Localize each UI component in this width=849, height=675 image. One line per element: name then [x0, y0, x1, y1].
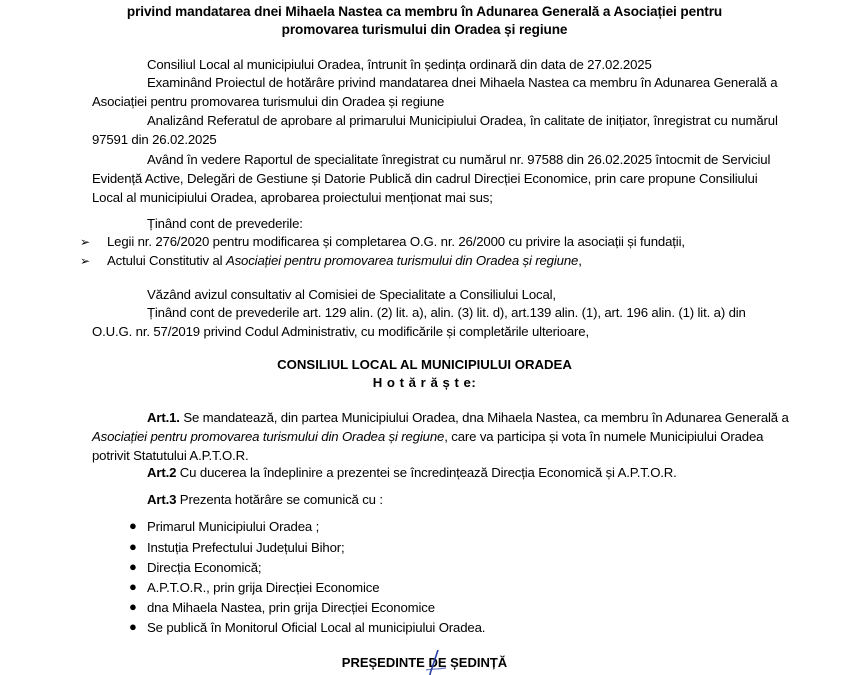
- title-line-2: promovarea turismului din Oradea și regiune: [281, 22, 568, 37]
- preamble-examining-2: Asociației pentru promovarea turismului din Oradea și regiune: [92, 94, 445, 109]
- article-3: Art.3 Prezenta hotărâre se comunică cu :: [147, 492, 383, 507]
- signature-heading: PREȘEDINTE DE ȘEDINȚĂ: [341, 655, 508, 670]
- recipient-item: A.P.T.O.R., prin grija Direcției Economice: [147, 580, 380, 595]
- bullet-dot-icon: ●: [129, 579, 137, 594]
- legal-provisions-1: Ținând cont de prevederile art. 129 alin. (2) lit. a), alin. (3) lit. d), art.139 alin. (1), art. 196 alin. (1) lit. a) din: [147, 305, 746, 320]
- article-1-line-1: Art.1. Se mandatează, din partea Municipiului Oradea, dna Mihaela Nastea, ca membru în Adunarea Generală a: [147, 410, 789, 425]
- article-2: Art.2 Cu ducerea la îndeplinire a prezentei se încredințează Direcția Economică și A.P.T.O.R.: [147, 465, 677, 480]
- arrow-bullet-icon: ➢: [80, 254, 91, 268]
- bullet-dot-icon: ●: [129, 599, 137, 614]
- title-line-1: privind mandatarea dnei Mihaela Nastea ca membru în Adunarea Generală a Asociației pentru: [126, 4, 723, 19]
- signature-stroke-icon: [418, 648, 458, 675]
- recipient-item: Se publică în Monitorul Oficial Local al municipiului Oradea.: [147, 620, 486, 635]
- provisions-intro: Ținând cont de prevederile:: [147, 216, 303, 231]
- preamble-report-3: Local al municipiului Oradea, aprobarea proiectului menționat mai sus;: [92, 190, 493, 205]
- decides-heading: H o t ă r ă ș t e:: [372, 375, 477, 390]
- recipient-item: Instuția Prefectului Județului Bihor;: [147, 540, 345, 555]
- article-1-line-2: Asociației pentru promovarea turismului din Oradea și regiune, care va participa și vota în numele Municipiului Oradea: [92, 429, 764, 444]
- recipient-item: dna Mihaela Nastea, prin grija Direcției Economice: [147, 600, 435, 615]
- bullet-dot-icon: ●: [129, 619, 137, 634]
- preamble-analyzing-1: Analizând Referatul de aprobare al primarului Municipiului Oradea, în calitate de inițiator, înregistrat cu numărul: [147, 113, 778, 128]
- provision-item-1: Legii nr. 276/2020 pentru modificarea și completarea O.G. nr. 26/2000 cu privire la asociații și fundații,: [107, 234, 685, 249]
- bullet-dot-icon: ●: [129, 559, 137, 574]
- bullet-dot-icon: ●: [129, 518, 137, 533]
- bullet-dot-icon: ●: [129, 539, 137, 554]
- legal-provisions-2: O.U.G. nr. 57/2019 privind Codul Administrativ, cu modificările și completările ulterioare,: [92, 324, 589, 339]
- legal-advice: Văzând avizul consultativ al Comisiei de Specialitate a Consiliului Local,: [147, 287, 556, 302]
- preamble-examining-1: Examinând Proiectul de hotărâre privind mandatarea dnei Mihaela Nastea ca membru în Adunarea Generală a: [147, 75, 778, 90]
- preamble-report-2: Evidență Active, Delegări de Gestiune și Datorie Publică din cadrul Direcției Economice, prin care propune Consiliului: [92, 171, 758, 186]
- recipient-item: Direcția Economică;: [147, 560, 262, 575]
- article-1-line-3: potrivit Statutului A.P.T.O.R.: [92, 448, 249, 463]
- provision-item-2: Actului Constitutiv al Asociației pentru promovarea turismului din Oradea și regiune,: [107, 253, 582, 268]
- preamble-analyzing-2: 97591 din 26.02.2025: [92, 132, 217, 147]
- preamble-session: Consiliul Local al municipiului Oradea, întrunit în ședința ordinară din data de 27.02.2025: [147, 57, 652, 72]
- arrow-bullet-icon: ➢: [80, 235, 91, 249]
- recipient-item: Primarul Municipiului Oradea ;: [147, 519, 320, 534]
- preamble-report-1: Având în vedere Raportul de specialitate înregistrat cu numărul nr. 97588 din 26.02.2025 întocmit de Serviciul: [147, 152, 771, 167]
- council-heading: CONSILIUL LOCAL AL MUNICIPIULUI ORADEA: [277, 357, 572, 372]
